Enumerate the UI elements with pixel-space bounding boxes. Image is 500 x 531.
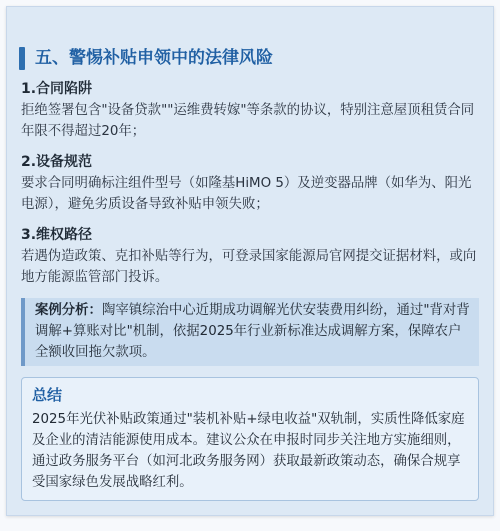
section-heading <box>19 46 459 70</box>
section-rights-path <box>21 226 483 288</box>
section-title: 3.维权路径 <box>21 227 93 243</box>
section-title: 1.合同陷阱 <box>21 81 93 97</box>
heading-accent-bar <box>19 47 25 70</box>
section-title: 2.设备规范 <box>21 154 93 170</box>
section-body: 拒绝签署包含"设备贷款""运维费转嫁"等条款的协议，特别注意屋顶租赁合同年限不得超过20年； <box>21 103 475 139</box>
case-body: 陶宰镇综治中心近期成功调解光伏安装费用纠纷，通过"背对背调解+算账对比"机制，依据2025年行业新标准达成调解方案，保障农户全额收回拖欠款项。 <box>35 303 470 360</box>
heading-title: 五、警惕补贴申领中的法律风险 <box>35 48 273 68</box>
document-page <box>6 6 494 516</box>
case-analysis-text <box>35 300 473 363</box>
case-analysis-box <box>21 298 479 366</box>
summary-box <box>21 377 479 501</box>
case-label: 案例分析： <box>35 303 102 318</box>
section-contract-trap <box>21 80 483 142</box>
section-body: 若遇伪造政策、克扣补贴等行为，可登录国家能源局官网提交证据材料，或向地方能源监管部门投诉。 <box>21 249 477 285</box>
summary-title: 总结 <box>32 386 63 404</box>
summary-body: 2025年光伏补贴政策通过"装机补贴+绿电收益"双轨制，实质性降低家庭及企业的清洁能源使用成本。建议公众在申报时同步关注地方实施细则，通过政务服务平台（如河北政务服务网）获取最新政策动态，确保合规享受国家绿色发展战略红利。 <box>32 412 465 490</box>
section-body: 要求合同明确标注组件型号（如隆基HiMO 5）及逆变器品牌（如华为、阳光电源），避免劣质设备导致补贴申领失败； <box>21 176 472 212</box>
section-equipment-spec <box>21 153 483 215</box>
